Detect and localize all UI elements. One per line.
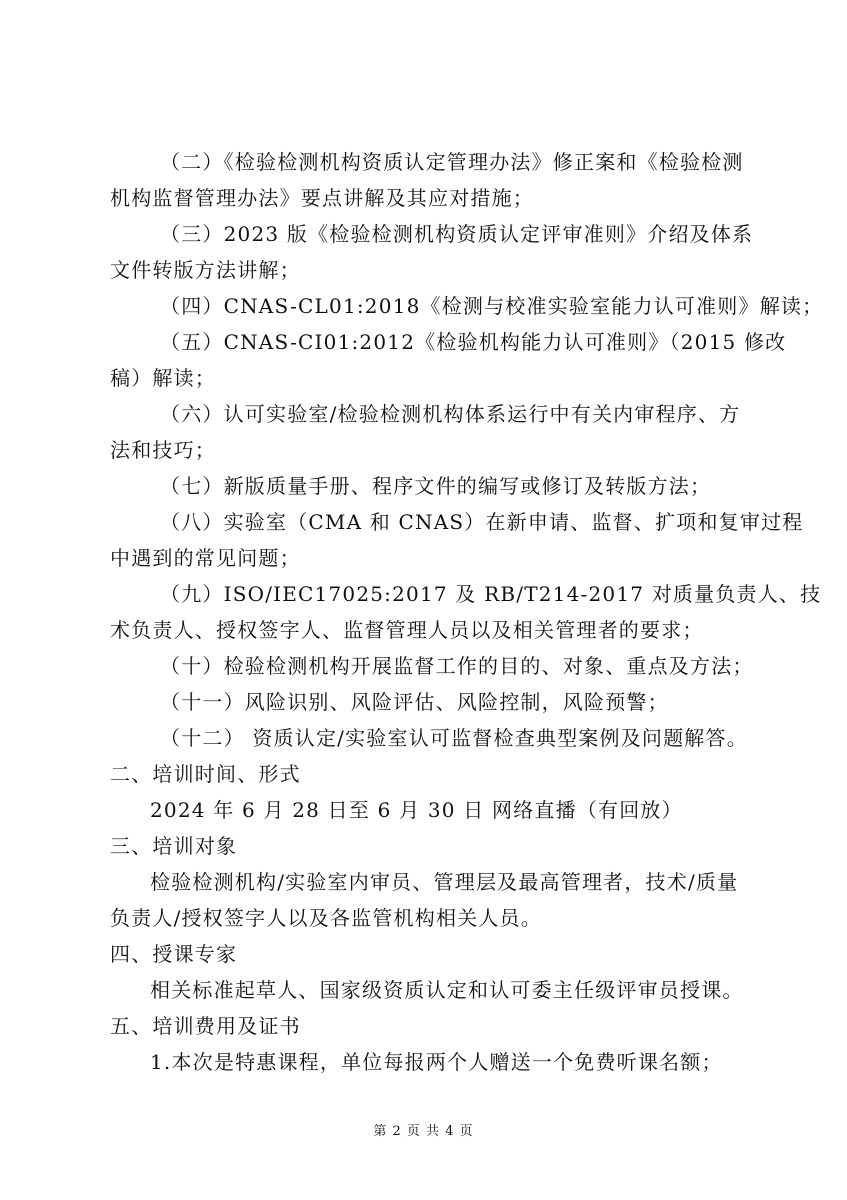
text-line: （三）2023 版《检验检测机构资质认定评审准则》介绍及体系: [160, 222, 754, 246]
text-line: （九）ISO/IEC17025:2017 及 RB/T214-2017 对质量负责人、技: [160, 582, 822, 606]
page-footer: 第 2 页 共 4 页: [373, 1124, 474, 1139]
text-line: （五）CNAS-CI01:2012《检验机构能力认可准则》（2015 修改: [160, 330, 787, 354]
section-heading: 二、培训时间、形式: [110, 762, 301, 786]
text-line: 检验检测机构/实验室内审员、管理层及最高管理者，技术/质量: [150, 870, 739, 894]
text-line: 文件转版方法讲解；: [110, 258, 301, 282]
text-line: （十一）风险识别、风险评估、风险控制，风险预警；: [160, 690, 669, 714]
text-line: （七）新版质量手册、程序文件的编写或修订及转版方法；: [160, 474, 712, 498]
text-line: 法和技巧；: [110, 438, 216, 462]
text-line: （十）检验检测机构开展监督工作的目的、对象、重点及方法；: [160, 654, 754, 678]
text-line: 相关标准起草人、国家级资质认定和认可委主任级评审员授课。: [150, 978, 744, 1002]
text-line: 负责人/授权签字人以及各监管机构相关人员。: [110, 906, 542, 930]
text-line: （八）实验室（CMA 和 CNAS）在新申请、监督、扩项和复审过程: [160, 510, 804, 534]
text-line: 稿）解读；: [110, 366, 216, 390]
text-line: （十二） 资质认定/实验室认可监督检查典型案例及问题解答。: [160, 726, 748, 750]
text-line: 中遇到的常见问题；: [110, 546, 301, 570]
text-line: 2024 年 6 月 28 日至 6 月 30 日 网络直播（有回放）: [150, 798, 683, 822]
section-heading: 三、培训对象: [110, 834, 238, 858]
text-line: （二）《检验检测机构资质认定管理办法》修正案和《检验检测: [160, 150, 744, 174]
text-line: 1.本次是特惠课程，单位每报两个人赠送一个免费听课名额；: [150, 1050, 723, 1074]
text-line: （四）CNAS-CL01:2018《检测与校准实验室能力认可准则》解读；: [160, 294, 824, 318]
section-heading: 五、培训费用及证书: [110, 1014, 301, 1038]
text-line: 机构监督管理办法》要点讲解及其应对措施；: [110, 186, 534, 210]
section-heading: 四、授课专家: [110, 942, 238, 966]
text-line: （六）认可实验室/检验检测机构体系运行中有关内审程序、方: [160, 402, 741, 426]
text-line: 术负责人、授权签字人、监督管理人员以及相关管理者的要求；: [110, 618, 704, 642]
